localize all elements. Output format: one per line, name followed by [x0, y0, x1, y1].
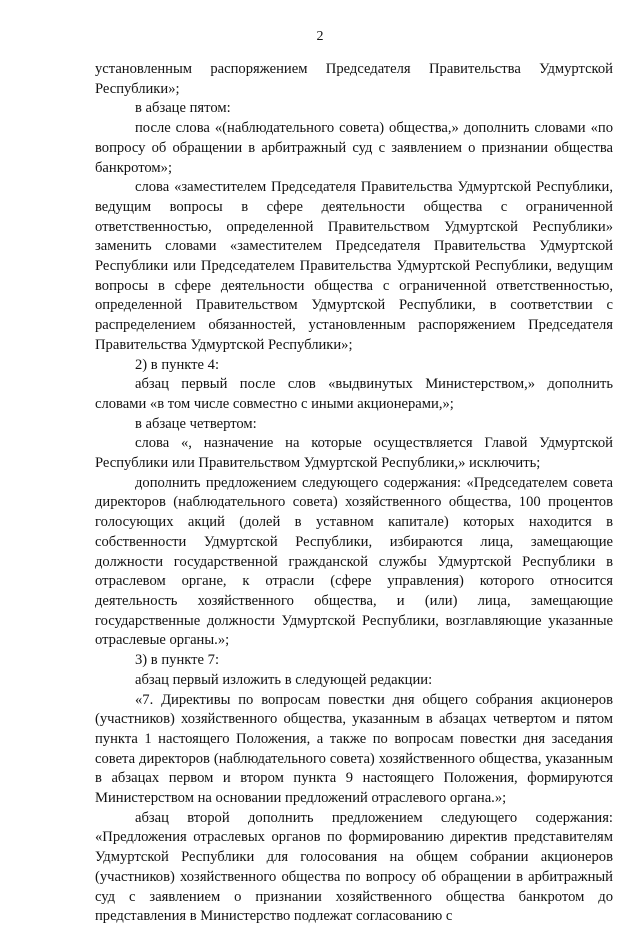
- paragraph: 3) в пункте 7:: [135, 652, 220, 669]
- paragraph: в абзаце четвертом:: [135, 415, 257, 432]
- paragraph: установленным распоряжением Председателя Правительства Удмуртской Республики»;: [95, 61, 613, 97]
- paragraph: абзац первый изложить в следующей редакции:: [135, 671, 433, 688]
- paragraph: дополнить предложением следующего содержания: «Председателем совета директоров (наблюдательного совета) хозяйственного общества, 100 процентов голосующих акций (долей в уставном капитале) которых находится в собственности Удмуртской Республики, избираются лица, замещающие должности государственной гражданской службы Удмуртской Республики в отраслевом органе, к отрасли (сфере управления) которого относится деятельность хозяйственного общества, и (или) лица, замещающие государственные должности Удмуртской Республики, возглавляющие указанные отраслевые органы.»;: [95, 474, 613, 649]
- document-body: [95, 60, 613, 927]
- paragraph: абзац второй дополнить предложением следующего содержания: «Предложения отраслевых органов по формированию директив представителям Удмуртской Республики для голосования на общем собрании акционеров (участников) хозяйственного общества по вопросу об обращении в арбитражный суд с заявлением о признании хозяйственного общества банкротом до представления в Министерство подлежат согласованию с: [95, 809, 613, 925]
- paragraph: 2) в пункте 4:: [135, 356, 220, 373]
- page-number: 2: [316, 29, 324, 44]
- paragraph: слова «заместителем Председателя Правительства Удмуртской Республики, ведущим вопросы в сфере деятельности общества с ограниченной ответственностью, определенной Правительством Удмуртской Республики» заменить словами «заместителем Председателя Правительства Удмуртской Республики или Председателем Правительства Удмуртской Республики, ведущим вопросы в сфере деятельности общества с ограниченной ответственностью, определенной Правительством Удмуртской Республики, в соответствии с распределением обязанностей, установленным распоряжением Председателя Правительства Удмуртской Республики»;: [95, 179, 613, 353]
- paragraph: абзац первый после слов «выдвинутых Министерством,» дополнить словами «в том числе совместно с иными акционерами,»;: [95, 376, 613, 412]
- paragraph: слова «, назначение на которые осуществляется Главой Удмуртской Республики или Правительством Удмуртской Республики,» исключить;: [95, 435, 613, 472]
- paragraph: «7. Директивы по вопросам повестки дня общего собрания акционеров (участников) хозяйственного общества, указанным в абзацах четвертом и пятом пункта 1 настоящего Положения, а также по вопросам повестки дня заседания совета директоров (наблюдательного совета) хозяйственного общества, указанным в абзацах первом и втором пункта 9 настоящего Положения, формируются Министерством на основании предложений отраслевого органа.»;: [95, 691, 613, 807]
- paragraph: в абзаце пятом:: [135, 100, 231, 117]
- paragraph: после слова «(наблюдательного совета) общества,» дополнить словами «по вопросу об обращении в арбитражный суд с заявлением о признании общества банкротом»;: [95, 120, 613, 176]
